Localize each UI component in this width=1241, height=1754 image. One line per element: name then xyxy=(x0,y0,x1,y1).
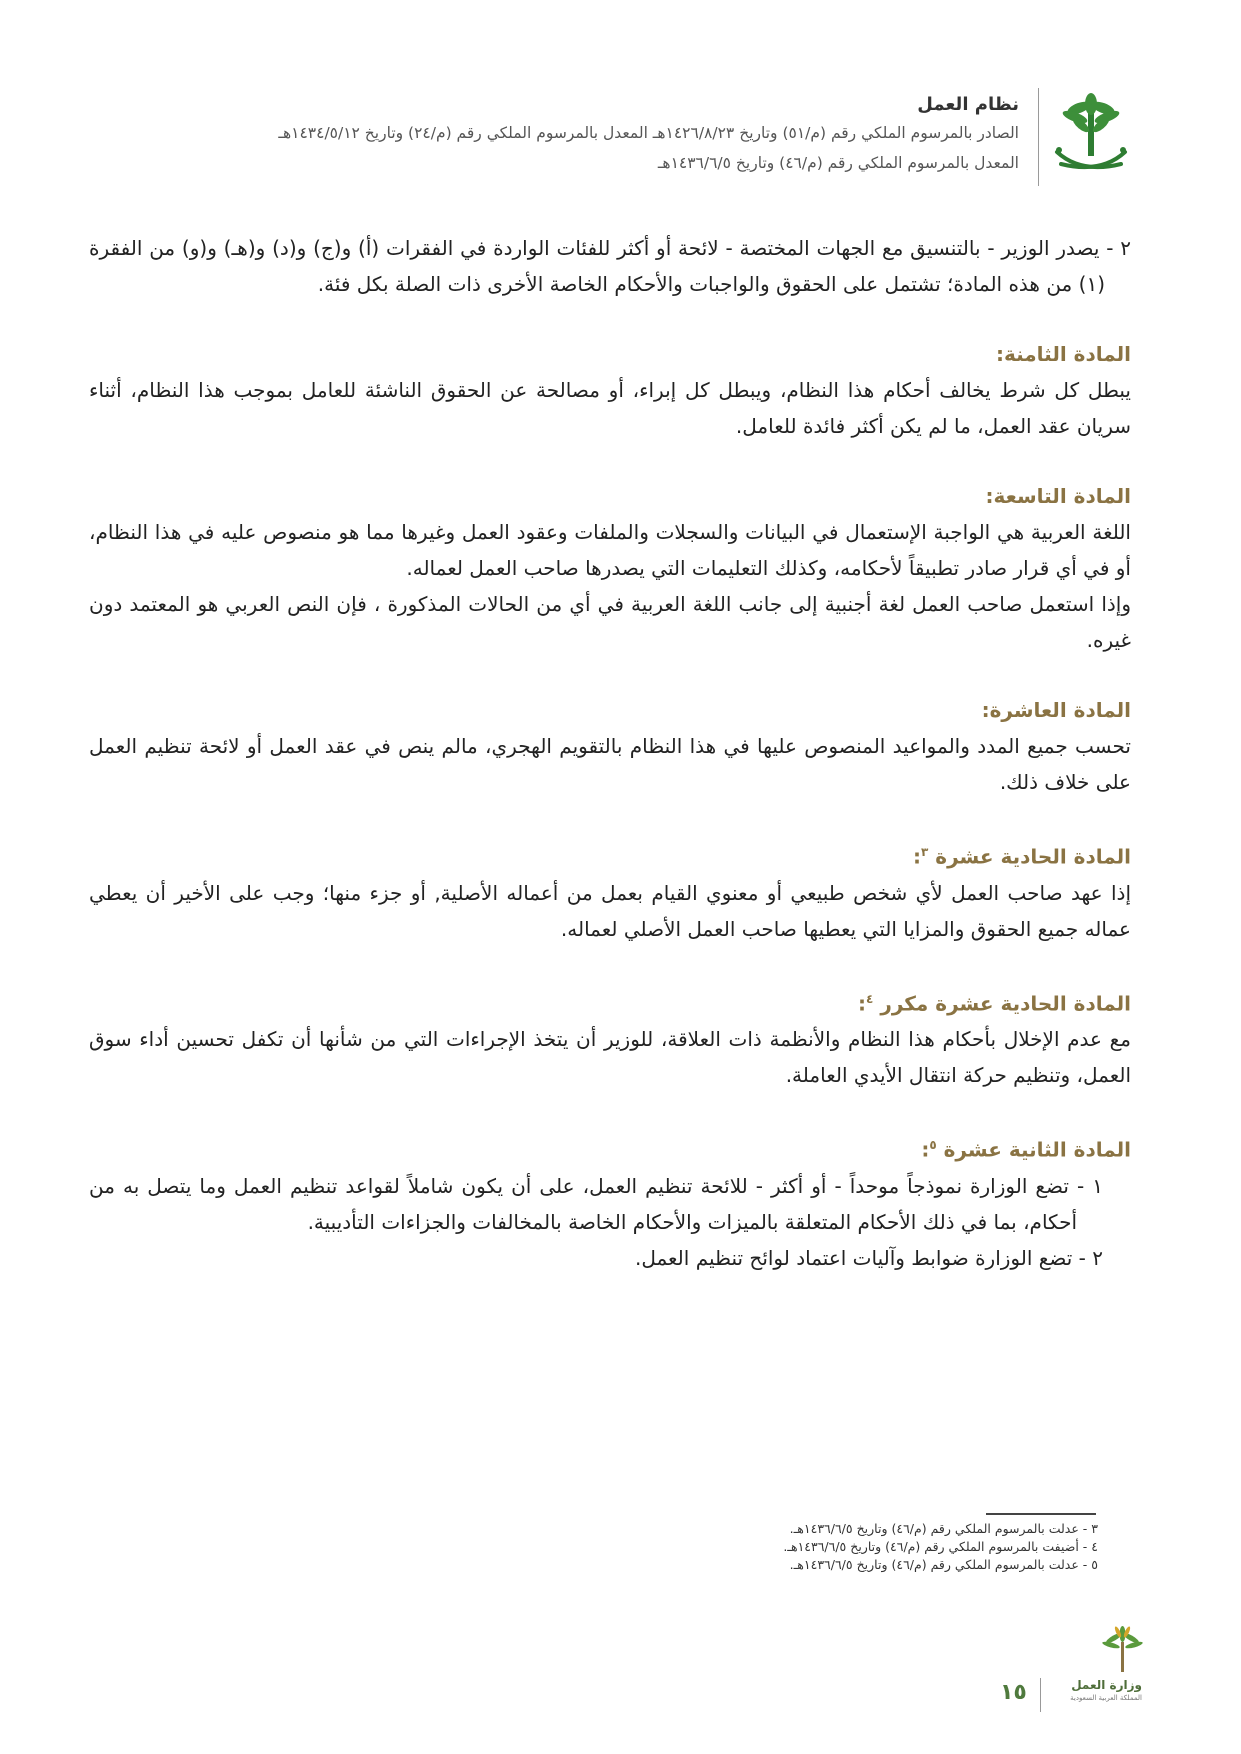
article-9-text-1: اللغة العربية هي الواجبة الإستعمال في البيانات والسجلات والملفات وعقود العمل وغيرها مما هو منصوص عليه في هذا النظام، أو في أي قرار صادر تطبيقاً لأحكامه، وكذلك التعليمات التي يصدرها صاحب العمل لعماله. xyxy=(89,520,1131,580)
article-9-title: المادة التاسعة: xyxy=(985,484,1131,508)
page-number: ١٥ xyxy=(1000,1680,1027,1705)
ministry-palm-logo-icon xyxy=(1100,1626,1145,1674)
article-8-title: المادة الثامنة: xyxy=(995,342,1131,366)
decree-line-2: المعدل بالمرسوم الملكي رقم (م/٤٦) وتاريخ ١٤٣٦/٦/٥هـ xyxy=(657,154,1019,172)
header-divider xyxy=(1038,88,1039,186)
document-title: نظام العمل xyxy=(917,94,1019,115)
article-8-text: يبطل كل شرط يخالف أحكام هذا النظام، ويبطل كل إبراء، أو مصالحة عن الحقوق الناشئة للعامل بموجب هذا النظام، أثناء سريان عقد العمل، ما لم يكن أكثر فائدة للعامل. xyxy=(89,378,1131,438)
article-12-item-1: ١ - تضع الوزارة نموذجاً موحداً - أو أكثر - للائحة تنظيم العمل، على أن يكون شاملاً لقواعد تنظيم العمل وما يتصل به من أحكام، بما في ذلك الأحكام المتعلقة بالميزات والأحكام الخاصة بالمخالفات والجزاءات التأديبية. xyxy=(89,1173,1103,1234)
article-12-title: المادة الثانية عشرة $^٥$: xyxy=(921,1137,1131,1162)
footnote-4: ٤ - أضيفت بالمرسوم الملكي رقم (م/٤٦) وتاريخ ١٤٣٦/٦/٥هـ. xyxy=(783,1539,1098,1554)
footnotes xyxy=(778,1520,1098,1574)
article-11-title-text: المادة الحادية عشرة xyxy=(935,844,1131,869)
article-12-list xyxy=(89,1168,1103,1276)
country-name: المملكة العربية السعودية xyxy=(1070,1694,1142,1702)
page-body xyxy=(89,230,1131,1276)
article-12-title-text: المادة الثانية عشرة xyxy=(943,1137,1131,1162)
saudi-emblem-icon xyxy=(1051,90,1131,186)
article-11-bis-title-text: المادة الحادية عشرة مكرر xyxy=(880,991,1131,1016)
article-10-text: تحسب جميع المدد والمواعيد المنصوص عليها في هذا النظام بالتقويم الهجري، مالم ينص في عقد العمل أو لائحة تنظيم العمل على خلاف ذلك. xyxy=(89,734,1131,794)
article-9-text-2: وإذا استعمل صاحب العمل لغة أجنبية إلى جانب اللغة العربية في أي من الحالات المذكورة ، فإن النص العربي هو المعتمد دون غيره. xyxy=(89,592,1131,652)
footnote-ref-4[interactable]: ٤ xyxy=(866,991,874,1006)
article-11-bis-title: المادة الحادية عشرة مكرر $^٤$: xyxy=(858,991,1131,1016)
footnote-ref-5[interactable]: ٥ xyxy=(929,1138,937,1153)
header-text xyxy=(99,92,1019,178)
footnote-3: ٣ - عدلت بالمرسوم الملكي رقم (م/٤٦) وتاريخ ١٤٣٦/٦/٥هـ. xyxy=(789,1521,1098,1536)
footnote-ref-3[interactable]: ٣ xyxy=(920,845,929,859)
continuation-paragraph: ٢ - يصدر الوزير - بالتنسيق مع الجهات المختصة - لائحة أو أكثر للفئات الواردة في الفقرات (أ) و(ج) و(د) و(هـ) و(و) من الفقرة (١) من هذه المادة؛ تشتمل على الحقوق والواجبات والأحكام الخاصة الأخرى ذات الصلة بكل فئة. xyxy=(89,236,1131,296)
decree-line-1: الصادر بالمرسوم الملكي رقم (م/٥١) وتاريخ ١٤٢٦/٨/٢٣هـ المعدل بالمرسوم الملكي رقم (م/٢٤) وتاريخ ١٤٣٤/٥/١٢هـ xyxy=(278,124,1019,142)
page-footer xyxy=(990,1626,1150,1716)
article-12-item-2: ٢ - تضع الوزارة ضوابط وآليات اعتماد لوائح تنظيم العمل. xyxy=(634,1245,1103,1270)
footer-divider xyxy=(1040,1678,1041,1712)
footnote-5: ٥ - عدلت بالمرسوم الملكي رقم (م/٤٦) وتاريخ ١٤٣٦/٦/٥هـ. xyxy=(789,1557,1098,1572)
ministry-name: وزارة العمل xyxy=(1071,1678,1142,1692)
article-11-text: إذا عهد صاحب العمل لأي شخص طبيعي أو معنوي القيام بعمل من أعماله الأصلية, أو جزء منها؛ وجب على الأخير أن يعطي عماله جميع الحقوق والمزايا التي يعطيها صاحب العمل الأصلي لعماله. xyxy=(89,880,1131,941)
article-11-title: المادة الحادية عشرة $^٣$: xyxy=(912,844,1131,869)
footnote-separator xyxy=(986,1513,1096,1515)
article-10-title: المادة العاشرة: xyxy=(981,698,1131,722)
page-header xyxy=(101,88,1141,188)
article-11-bis-text: مع عدم الإخلال بأحكام هذا النظام والأنظمة ذات العلاقة، للوزير أن يتخذ الإجراءات التي من شأنها أن تكفل تحسين أداء سوق العمل، وتنظيم حركة انتقال الأيدي العاملة. xyxy=(89,1027,1131,1088)
